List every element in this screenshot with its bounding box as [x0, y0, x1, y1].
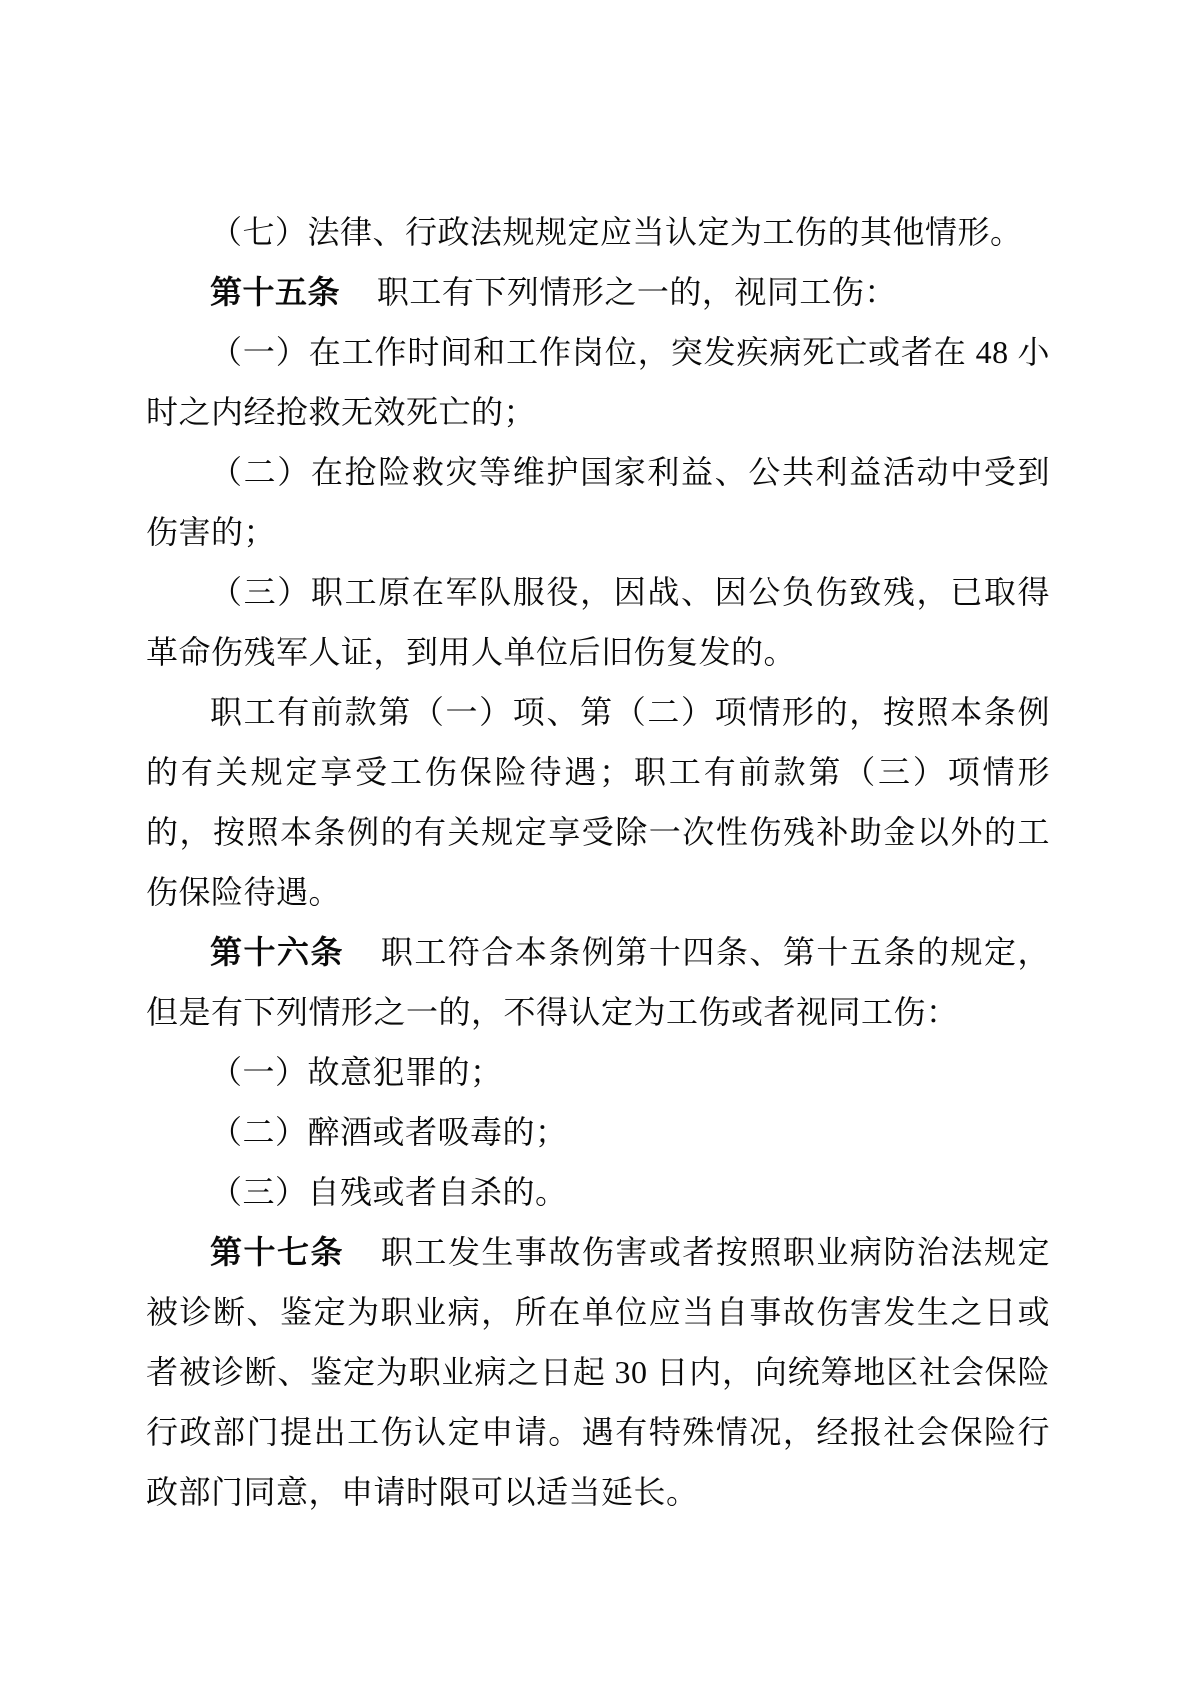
article-15-item-3: [146, 562, 1050, 682]
article-16-item-1: [146, 1042, 1050, 1102]
article-15-item-1: [146, 322, 1050, 442]
paragraph-text: （一）在工作时间和工作岗位，突发疾病死亡或者在 48 小时之内经抢救无效死亡的；: [146, 334, 1050, 430]
paragraph-text: （二）在抢险救灾等维护国家利益、公共利益活动中受到伤害的；: [146, 454, 1050, 550]
paragraph-text: （七）法律、行政法规规定应当认定为工伤的其他情形。: [210, 214, 1023, 250]
paragraph-text: 职工有下列情形之一的，视同工伤：: [376, 274, 897, 310]
paragraph-text: （二）醉酒或者吸毒的；: [210, 1114, 568, 1150]
paragraph-text: 职工有前款第（一）项、第（二）项情形的，按照本条例的有关规定享受工伤保险待遇；职工有前款第（三）项情形的，按照本条例的有关规定享受除一次性伤残补助金以外的工伤保险待遇。: [146, 694, 1050, 910]
article-16-item-2: [146, 1102, 1050, 1162]
paragraph-text: （三）自残或者自杀的。: [210, 1174, 568, 1210]
paragraph-text: （三）职工原在军队服役，因战、因公负伤致残，已取得革命伤残军人证，到用人单位后旧伤复发的。: [146, 574, 1050, 670]
article-number: 第十五条: [210, 274, 341, 310]
article-15-final-paragraph: [146, 682, 1050, 922]
paragraph-text: 职工发生事故伤害或者按照职业病防治法规定被诊断、鉴定为职业病，所在单位应当自事故伤害发生之日或者被诊断、鉴定为职业病之日起 30 日内，向统筹地区社会保险行政部门提出工伤认定申请。遇有特殊情况，经报社会保险行政部门同意，申请时限可以适当延长。: [146, 1234, 1050, 1510]
article-15-item-2: [146, 442, 1050, 562]
article-16-paragraph: [146, 922, 1050, 1042]
item-7-paragraph: [146, 202, 1050, 262]
article-number: 第十六条: [210, 934, 345, 970]
document-body: [146, 202, 1050, 1522]
article-15-paragraph: [146, 262, 1050, 322]
article-17-paragraph: [146, 1222, 1050, 1522]
article-16-item-3: [146, 1162, 1050, 1222]
paragraph-text: 职工符合本条例第十四条、第十五条的规定，但是有下列情形之一的，不得认定为工伤或者视同工伤：: [146, 934, 1050, 1030]
article-number: 第十七条: [210, 1234, 345, 1270]
paragraph-text: （一）故意犯罪的；: [210, 1054, 503, 1090]
